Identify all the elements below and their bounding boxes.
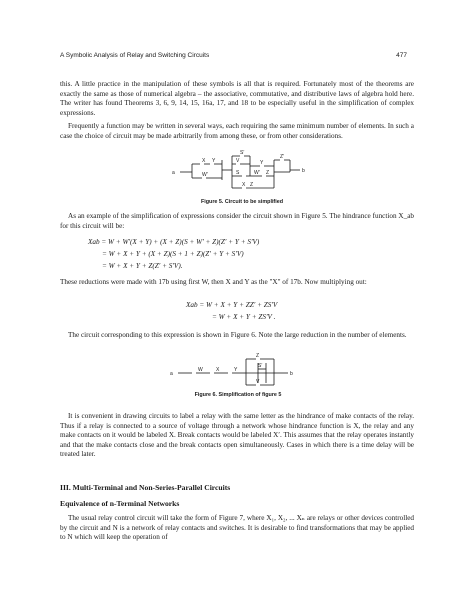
- paragraph-2: Frequently a function may be written in several ways, each requiring the same minimum number of elements. In such a case the choice of circuit may be made arbitrarily from among these, or from other considerations.: [60, 122, 414, 140]
- paragraph-3: As an example of the simplification of expressions consider the circuit shown in Figure 5. The hindrance function X_ab for this circuit will be:: [60, 212, 414, 230]
- fig5-label-b: b: [302, 168, 305, 174]
- page-number: 477: [396, 52, 407, 59]
- paragraph-7: The usual relay control circuit will take the form of Figure 7, where X₁, X₂, ... Xₙ are relays or other devices controlled by the circuit and N is a network of relay contacts and switches. It is desirable to find transformations that may be applied to N which will keep the operation of: [60, 514, 414, 542]
- fig5-label-x2: X: [242, 182, 246, 188]
- section-heading: III. Multi-Terminal and Non-Series-Parallel Circuits: [60, 483, 231, 492]
- paragraph-6: It is convenient in drawing circuits to label a relay with the same letter as the hindrance of make contacts of the relay. Thus if a relay is connected to a source of voltage through a network whose hindrance function is X, the relay and any make contacts on it would be labeled X. Break contacts would be labeled X′. This assumes that the relay operates instantly and that the make contacts close and the break contacts open simultaneously. Cases in which there is a time delay will be treated later.: [60, 412, 414, 459]
- equation-1-line-3: = W + X + Y + Z(Z′ + S′V).: [102, 262, 183, 270]
- fig5-label-z-prime: Z′: [280, 154, 284, 160]
- paragraph-5: The circuit corresponding to this expression is shown in Figure 6. Note the large reduction in the number of elements.: [68, 331, 407, 339]
- equation-2-line-1: Xab = W + X + Y + ZZ′ + ZS′V: [186, 301, 278, 309]
- fig6-label-w: W: [198, 367, 203, 373]
- fig6-label-y: Y: [234, 367, 238, 373]
- paragraph-4: These reductions were made with 17b using first W, then X and Y as the "X" of 17b. Now multiplying out:: [60, 278, 367, 286]
- equation-1-line-1: Xab = W + W′(X + Y) + (X + Z)(S + W′ + Z)(Z′ + Y + S′V): [88, 238, 260, 246]
- fig5-label-a: a: [172, 170, 175, 176]
- fig5-label-x: X: [202, 158, 206, 164]
- fig5-label-z: Z: [266, 170, 270, 176]
- running-head: A Symbolic Analysis of Relay and Switching Circuits: [60, 52, 210, 59]
- fig6-label-s-prime: S′: [258, 363, 263, 369]
- equation-1-line-2: = W + X + Y + (X + Z)(S + 1 + Z)(Z′ + Y + S′V): [102, 250, 244, 258]
- fig5-label-y: Y: [212, 158, 216, 164]
- fig6-label-b: b: [290, 371, 293, 377]
- fig5-label-w-prime-2: W′: [254, 170, 260, 176]
- equation-2-line-2: = W + X + Y + ZS′V .: [212, 313, 276, 321]
- figure-5-circuit: [170, 150, 310, 196]
- fig5-label-s: S: [236, 170, 240, 176]
- fig5-label-w-prime: W′: [202, 172, 208, 178]
- figure-6-caption: Figure 6. Simplification of figure 5: [194, 392, 282, 398]
- fig5-label-y2: Y: [260, 160, 264, 166]
- subsection-heading: Equivalence of n-Terminal Networks: [60, 499, 180, 508]
- paragraph-1: this. A little practice in the manipulation of these symbols is all that is required. Fortunately most of the theorems are exactly the same as those of numerical algebra – the associative, commutative, and distributive laws of algebra hold here. The writer has found Theorems 3, 6, 9, 14, 15, 16a, 17, and 18 to be especially useful in the simplification of complex expressions.: [60, 80, 414, 117]
- fig6-label-a: a: [170, 371, 173, 377]
- fig6-label-z: Z: [256, 353, 260, 359]
- figure-5-caption: Figure 5. Circuit to be simplified: [200, 199, 284, 205]
- fig5-label-z2: Z: [250, 182, 254, 188]
- fig6-label-x: X: [216, 367, 220, 373]
- figure-6-circuit: [170, 353, 304, 389]
- fig6-label-v: V: [256, 379, 260, 385]
- fig5-label-v: V: [236, 158, 240, 164]
- fig5-label-s-prime: S′: [240, 150, 245, 156]
